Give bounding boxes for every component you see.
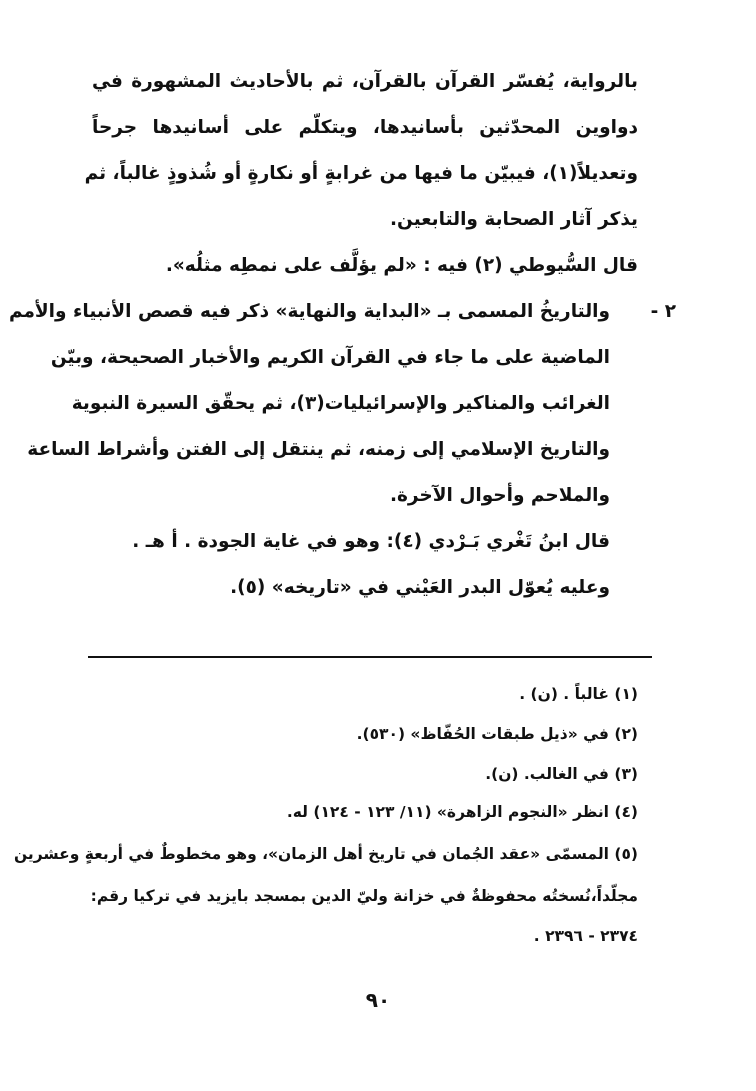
- footnote-2: (٢) في «ذيل طبقات الحُفّاظ» (٥٣٠).: [356, 725, 638, 743]
- footnote-3: (٣) في الغالب. (ن).: [485, 765, 638, 783]
- ayni-quote: وعليه يُعوّل البدر العَيْني في «تاريخه» (٥).: [230, 577, 610, 598]
- footnote-1: (١) غالباً . (ن) .: [519, 685, 638, 703]
- intro-line: دواوين المحدّثين بأسانيدها، ويتكلّم على أسانيدها جرحاً: [92, 117, 638, 138]
- footnote-4: (٤) انظر «النجوم الزاهرة» (١١/ ١٢٣ - ١٢٤) له.: [286, 803, 638, 821]
- footnote-5-line: مجلّداً،نُسختُه محفوظةٌ في خزانة وليّ الدين بمسجد بايزيد في تركيا رقم:: [90, 887, 638, 905]
- ibn-taghri-quote: قال ابنُ تَغْري بَـرْدي (٤): وهو في غاية الجودة . أ هـ .: [132, 531, 610, 552]
- intro-line: بالرواية، يُفسّر القرآن بالقرآن، ثم بالأحاديث المشهورة في: [92, 71, 638, 92]
- footnote-divider: [88, 656, 652, 658]
- item-2-line: والتاريخ الإسلامي إلى زمنه، ثم ينتقل إلى الفتن وأشراط الساعة: [27, 439, 610, 460]
- intro-line: وتعديلاً(١)، فيبيّن ما فيها من غرابةٍ أو نكارةٍ أو شُذوذٍ غالباً، ثم: [84, 163, 638, 184]
- item-2-line: الغرائب والمناكير والإسرائيليات(٣)، ثم يحقّق السيرة النبوية: [71, 393, 610, 414]
- intro-line: يذكر آثار الصحابة والتابعين.: [390, 209, 638, 230]
- item-2-line: والتاريخُ المسمى بـ «البداية والنهاية» ذكر فيه قصص الأنبياء والأمم: [8, 301, 610, 322]
- footnote-5-line: (٥) المسمّى «عقد الجُمان في تاريخ أهل الزمان»، وهو مخطوطٌ في أربعةٍ وعشرين: [13, 845, 638, 863]
- footnote-5-line: ٢٣٧٤ - ٢٣٩٦ .: [533, 927, 638, 945]
- page-number: ٩٠: [365, 988, 391, 1012]
- suyuti-quote: قال السُّيوطي (٢) فيه : «لم يؤلَّف على نمطِه مثلُه».: [165, 255, 638, 276]
- item-number: ٢ -: [650, 301, 676, 322]
- item-2-line: والملاحم وأحوال الآخرة.: [389, 485, 610, 506]
- item-2-line: الماضية على ما جاء في القرآن الكريم والأخبار الصحيحة، وبيّن: [50, 347, 610, 368]
